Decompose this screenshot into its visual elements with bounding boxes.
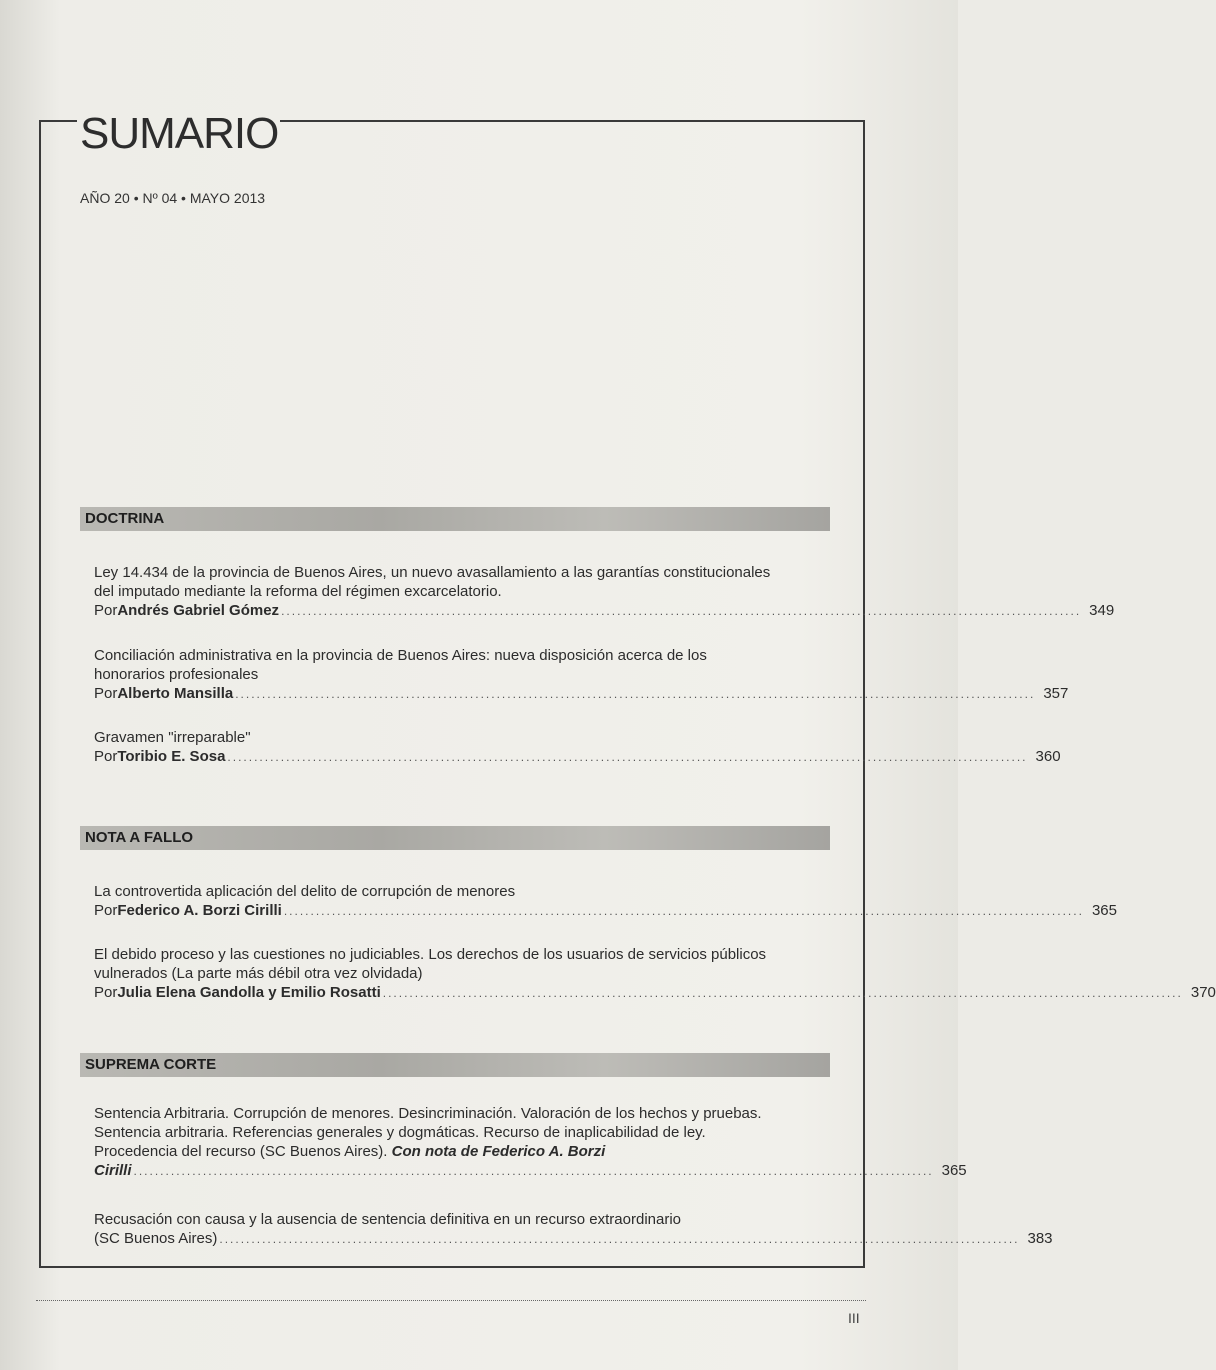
- leader-dots: ......................................................................................................................................................: [283, 904, 1084, 918]
- entry-title: Gravamen "irreparable": [94, 729, 251, 746]
- entry-author: Alberto Mansilla: [117, 685, 234, 702]
- toc-entry[interactable]: [94, 563, 1115, 621]
- entry-author: Julia Elena Gandolla y Emilio Rosatti: [117, 984, 381, 1001]
- byline-prefix: Por: [94, 602, 118, 619]
- entry-title: Recusación con causa y la ausencia de sentencia definitiva en un recurso extraordinario: [94, 1211, 682, 1228]
- footer-divider: [36, 1300, 866, 1301]
- entry-title: La controvertida aplicación del delito de corrupción de menores: [94, 883, 516, 900]
- entry-byline: [94, 1229, 1053, 1249]
- section-heading-nota-a-fallo: NOTA A FALLO: [80, 826, 830, 850]
- entry-note: Con nota de Federico A. Borzi: [391, 1143, 606, 1160]
- section-heading-doctrina: DOCTRINA: [80, 507, 830, 531]
- page-folio: III: [848, 1310, 860, 1326]
- entry-title: [94, 1104, 774, 1161]
- byline-prefix: Por: [94, 902, 118, 919]
- toc-entry[interactable]: [94, 1104, 967, 1181]
- entry-page-number: 370: [1190, 984, 1216, 1001]
- entry-byline: [94, 1161, 967, 1181]
- toc-entry[interactable]: [94, 646, 1069, 704]
- toc-entry[interactable]: [94, 1210, 1053, 1249]
- leader-dots: ......................................................................................................................................................: [219, 1232, 1020, 1246]
- entry-title-text: Sentencia Arbitraria. Corrupción de menores. Desincriminación. Valoración de los hechos y pruebas. Sentencia arbitraria. Referencias generales y dogmáticas. Recurso de inaplicabilidad de ley. Procedencia del recurso (SC Buenos Aires).: [94, 1105, 762, 1160]
- leader-dots: ......................................................................................................................................................: [133, 1164, 934, 1178]
- entry-page-number: 357: [1043, 685, 1069, 702]
- byline-prefix: Por: [94, 748, 118, 765]
- entry-author: Toribio E. Sosa: [117, 748, 226, 765]
- leader-dots: ......................................................................................................................................................: [227, 750, 1028, 764]
- toc-entry[interactable]: [94, 728, 1061, 767]
- entry-page-number: 383: [1027, 1230, 1053, 1247]
- entry-note-tail: Cirilli: [94, 1162, 132, 1179]
- section-heading-suprema-corte: SUPREMA CORTE: [80, 1053, 830, 1077]
- page-title: SUMARIO: [80, 109, 279, 158]
- entry-page-number: 349: [1089, 602, 1115, 619]
- entry-page-number: 365: [941, 1162, 967, 1179]
- entry-byline: [94, 747, 1061, 767]
- entry-title: El debido proceso y las cuestiones no judiciables. Los derechos de los usuarios de servicios públicos vulnerados (La parte más débil otra vez olvidada): [94, 946, 767, 982]
- issue-line: AÑO 20 • Nº 04 • MAYO 2013: [80, 190, 266, 206]
- entry-byline: [94, 901, 1117, 921]
- entry-byline: [94, 983, 1216, 1003]
- entry-byline: [94, 684, 1069, 704]
- entry-title: Conciliación administrativa en la provincia de Buenos Aires: nueva disposición acerca de los honorarios profesionales: [94, 647, 707, 683]
- leader-dots: ......................................................................................................................................................: [281, 604, 1082, 618]
- entry-byline: [94, 601, 1115, 621]
- toc-entry[interactable]: [94, 945, 1216, 1003]
- entry-author: Andrés Gabriel Gómez: [117, 602, 280, 619]
- entry-page-number: 365: [1091, 902, 1117, 919]
- frame-top-rule-left: [39, 120, 77, 122]
- frame-top-rule-right: [280, 120, 865, 122]
- byline-prefix: Por: [94, 685, 118, 702]
- byline-prefix: Por: [94, 984, 118, 1001]
- leader-dots: ......................................................................................................................................................: [382, 986, 1183, 1000]
- entry-author: Federico A. Borzi Cirilli: [117, 902, 282, 919]
- entry-page-number: 360: [1035, 748, 1061, 765]
- entry-title-tail: (SC Buenos Aires): [94, 1230, 218, 1247]
- leader-dots: ......................................................................................................................................................: [235, 687, 1036, 701]
- entry-title: Ley 14.434 de la provincia de Buenos Aires, un nuevo avasallamiento a las garantías constitucionales del imputado mediante la reforma del régimen excarcelatorio.: [94, 564, 771, 600]
- toc-entry[interactable]: [94, 882, 1117, 921]
